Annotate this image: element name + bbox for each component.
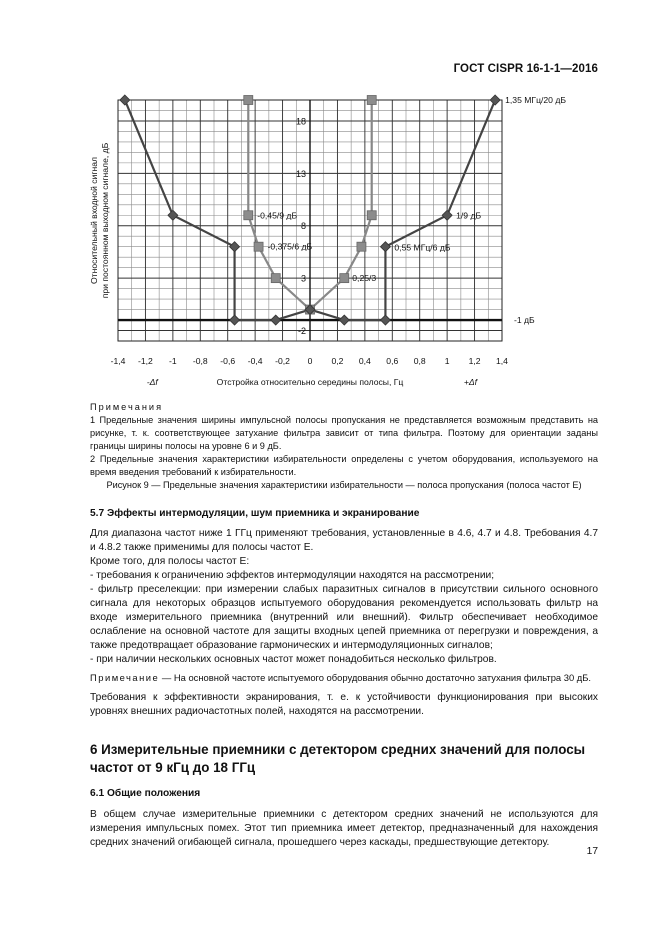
list-item: - фильтр преселекции: при измерении слабых паразитных сигналов в присутствии сильного основного сигнала для некоторых образцов испытуемого оборудования рекомендуется использовать фильтр на входе измерительного приемника (внутренний или внешний). Фильтр обеспечивает необходимое ослабление на основной частоте для защиты входных цепей приемника от перегрузки и повреждения, а также предотвращает образование гармонических и интермодуляционных сигналов; — [90, 584, 598, 651]
diamond-marker — [271, 315, 281, 325]
y-tick-label: 8 — [300, 221, 306, 232]
diamond-marker — [442, 210, 452, 220]
x-tick-label: -0,4 — [247, 356, 263, 366]
paragraph: Для диапазона частот ниже 1 ГГц применяют требования, установленные в 4.6, 4.7 и 4.8. Требования 4.7 и 4.8.2 также применимы для полосы частот Е. — [90, 528, 598, 553]
note-text: — На основной частоте испытуемого оборудования обычно достаточно затухания фильтра 30 дБ. — [159, 672, 591, 683]
notes-title: Примечания — [90, 402, 164, 412]
square-marker — [367, 96, 376, 105]
annotation-label: 0,55 МГц/6 дБ — [394, 242, 451, 253]
x-tick-label: 1,4 — [496, 356, 508, 366]
y-axis-label-line-2: при постоянном выходном сигнале, дБ — [100, 142, 110, 299]
annotation-label: 1/9 дБ — [456, 210, 482, 221]
x-tick-label: -0,8 — [192, 356, 208, 366]
square-marker — [340, 274, 349, 283]
y-tick-label: 3 — [300, 273, 306, 284]
annotation-label: -1 дБ — [514, 315, 535, 326]
paragraph: Кроме того, для полосы частот Е: — [90, 556, 250, 567]
section-6-1-heading: 6.1 Общие положения — [90, 788, 201, 799]
diamond-marker — [230, 242, 240, 252]
x-tick-label: -0,2 — [275, 356, 290, 366]
square-marker — [367, 211, 376, 220]
paragraph: В общем случае измерительные приемники с детектором средних значений не используются для измерения импульсных помех. Этот тип приемника имеет детектор, предназначенный для нахождения средних значений огибающей сигнала, прошедшего через каскады, предшествующие детектору. — [90, 809, 598, 848]
square-marker — [244, 211, 253, 220]
x-tick-label: -1,4 — [110, 356, 126, 366]
list-item: - при наличии нескольких основных частот может понадобиться несколько фильтров. — [90, 654, 497, 665]
page-number: 17 — [586, 846, 598, 857]
list-item: - требования к ограничению эффектов интермодуляции находятся на рассмотрении; — [90, 570, 495, 581]
figure-notes — [90, 401, 598, 479]
section-6-heading-line-2: частот от 9 кГц до 18 ГГц — [90, 760, 256, 775]
x-axis-label: Отстройка относительно середины полосы, Гц — [216, 377, 404, 387]
x-tick-label: 1,2 — [468, 356, 481, 366]
section-5-7 — [90, 507, 598, 719]
x-tick-label: 1 — [444, 356, 450, 366]
x-tick-label: 0 — [307, 356, 313, 366]
diamond-marker — [230, 315, 240, 325]
annotation-label: -0,375/6 дБ — [267, 241, 313, 252]
y-tick-label: 18 — [295, 116, 306, 127]
selectivity-chart — [0, 0, 661, 400]
section-note — [90, 671, 598, 685]
minus-delta-f-label: -Δf — [146, 377, 158, 387]
diamond-marker — [380, 242, 390, 252]
diamond-marker — [490, 95, 500, 105]
square-marker — [244, 96, 253, 105]
diamond-marker — [120, 95, 130, 105]
x-tick-label: 0,6 — [386, 356, 399, 366]
section-5-7-heading: 5.7 Эффекты интермодуляции, шум приемника и экранирование — [90, 508, 420, 519]
section-6-heading-line-1: 6 Измерительные приемники с детектором средних значений для полосы — [90, 742, 586, 757]
annotation-label: 1,35 МГц/20 дБ — [505, 95, 566, 105]
x-tick-label: 0,8 — [413, 356, 426, 366]
x-tick-label: -1 — [169, 356, 177, 366]
document-code: ГОСТ CISPR 16-1-1—2016 — [453, 63, 598, 75]
figure-9 — [0, 0, 661, 400]
square-marker — [271, 274, 280, 283]
annotation-label: -0,45/9 дБ — [257, 210, 298, 221]
y-tick-label: -2 — [297, 326, 306, 337]
diamond-marker — [339, 315, 349, 325]
x-tick-label: 0,2 — [331, 356, 344, 366]
diamond-marker — [380, 315, 390, 325]
x-tick-label: -0,6 — [220, 356, 236, 366]
y-axis-label-line-1: Относительный входной сигнал — [89, 156, 99, 285]
square-marker — [254, 242, 263, 251]
square-marker — [357, 242, 366, 251]
y-tick-label: 13 — [295, 168, 306, 179]
paragraph: Требования к эффективности экранирования, т. е. к устойчивости функционирования при высоких уровнях внешних радиочастотных полей, находятся на рассмотрении. — [90, 692, 598, 717]
figure-caption: Рисунок 9 — Предельные значения характеристики избирательности — полоса пропускания (полоса частот Е) — [106, 480, 582, 490]
x-tick-label: -1,2 — [138, 356, 153, 366]
x-tick-label: 0,4 — [358, 356, 371, 366]
annotation-label: 0,25/3 — [352, 273, 377, 284]
note-1: 1 Предельные значения ширины импульсной полосы пропускания не представляется возможным представить на рисунке, т. к. соответствующее затухание фильтра зависит от типа фильтра. Поэтому для ориентации заданы границы ширины полосы на уровне 6 и 9 дБ. — [90, 415, 598, 451]
note-2: 2 Предельные значения характеристики избирательности определены с учетом оборудования, используемого на время введения требований к избирательности. — [90, 454, 598, 477]
plus-delta-f-label: +Δf — [463, 377, 478, 387]
section-6 — [90, 741, 598, 850]
chart-labels — [89, 95, 566, 387]
diamond-marker — [168, 210, 178, 220]
note-label: Примечание — [90, 672, 160, 683]
